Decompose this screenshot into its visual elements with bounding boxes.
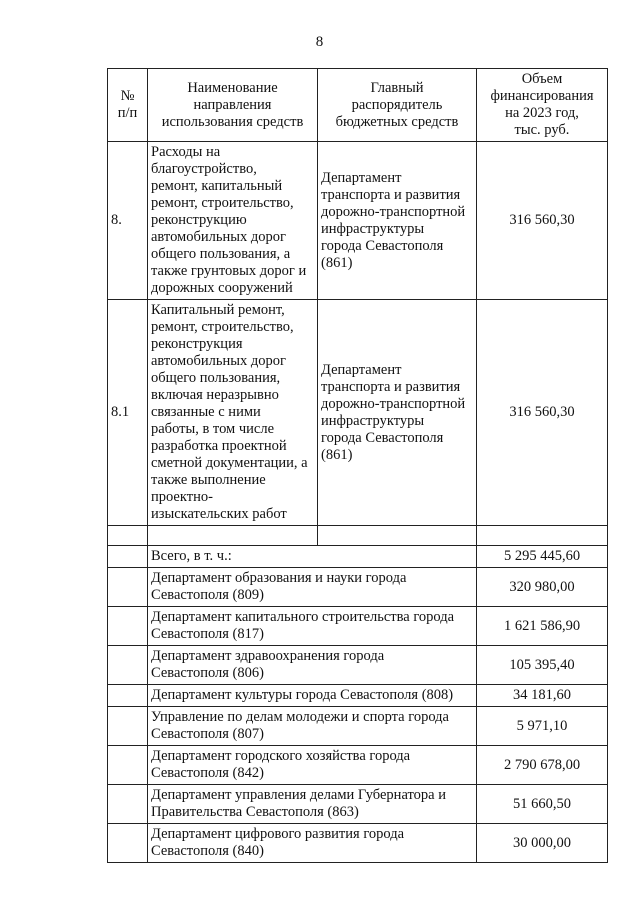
header-volume: Объем финансирования на 2023 год, тыс. руб. (477, 69, 608, 142)
spacer-cell (148, 526, 318, 546)
row-direction: Расходы на благоустройство, ремонт, капитальный ремонт, строительство, реконструкцию автомобильных дорог общего пользования, а также грунтовых дорог и дорожных сооружений (148, 142, 318, 300)
department-name: Управление по делам молодежи и спорта города Севастополя (807) (148, 707, 477, 746)
table-row (108, 142, 608, 300)
department-amount: 1 621 586,90 (477, 607, 608, 646)
department-name: Департамент управления делами Губернатора и Правительства Севастополя (863) (148, 785, 477, 824)
department-empty-cell (108, 785, 148, 824)
department-row (108, 685, 608, 707)
header-num: № п/п (108, 69, 148, 142)
spacer-cell (108, 526, 148, 546)
row-amount: 316 560,30 (477, 300, 608, 526)
spacer-cell (318, 526, 477, 546)
department-row (108, 746, 608, 785)
row-distributor: Департамент транспорта и развития дорожно-транспортной инфраструктуры города Севастополя (861) (318, 300, 477, 526)
department-amount: 5 971,10 (477, 707, 608, 746)
department-empty-cell (108, 685, 148, 707)
row-distributor: Департамент транспорта и развития дорожно-транспортной инфраструктуры города Севастополя (861) (318, 142, 477, 300)
table-row (108, 300, 608, 526)
table-header-row (108, 69, 608, 142)
spacer-cell (477, 526, 608, 546)
department-empty-cell (108, 607, 148, 646)
header-distributor: Главный распорядитель бюджетных средств (318, 69, 477, 142)
department-row (108, 607, 608, 646)
department-amount: 105 395,40 (477, 646, 608, 685)
department-empty-cell (108, 824, 148, 863)
department-row (108, 785, 608, 824)
spacer-row (108, 526, 608, 546)
total-amount: 5 295 445,60 (477, 546, 608, 568)
row-amount: 316 560,30 (477, 142, 608, 300)
department-empty-cell (108, 707, 148, 746)
financing-table (107, 68, 608, 863)
department-amount: 320 980,00 (477, 568, 608, 607)
department-name: Департамент культуры города Севастополя (808) (148, 685, 477, 707)
department-empty-cell (108, 646, 148, 685)
total-label: Всего, в т. ч.: (148, 546, 477, 568)
total-row (108, 546, 608, 568)
row-number: 8.1 (108, 300, 148, 526)
department-row (108, 568, 608, 607)
department-row (108, 646, 608, 685)
department-row (108, 824, 608, 863)
department-amount: 30 000,00 (477, 824, 608, 863)
department-amount: 2 790 678,00 (477, 746, 608, 785)
department-empty-cell (108, 568, 148, 607)
total-empty-cell (108, 546, 148, 568)
department-name: Департамент цифрового развития города Севастополя (840) (148, 824, 477, 863)
department-name: Департамент образования и науки города Севастополя (809) (148, 568, 477, 607)
department-name: Департамент здравоохранения города Севастополя (806) (148, 646, 477, 685)
department-amount: 34 181,60 (477, 685, 608, 707)
department-empty-cell (108, 746, 148, 785)
department-name: Департамент капитального строительства города Севастополя (817) (148, 607, 477, 646)
department-row (108, 707, 608, 746)
row-number: 8. (108, 142, 148, 300)
header-direction: Наименование направления использования средств (148, 69, 318, 142)
department-amount: 51 660,50 (477, 785, 608, 824)
row-direction: Капитальный ремонт, ремонт, строительство, реконструкция автомобильных дорог общего пользования, включая неразрывно связанные с ними работы, в том числе разработка проектной сметной документации, а также выполнение проектно- изыскательских работ (148, 300, 318, 526)
page-number: 8 (315, 34, 324, 50)
department-name: Департамент городского хозяйства города Севастополя (842) (148, 746, 477, 785)
